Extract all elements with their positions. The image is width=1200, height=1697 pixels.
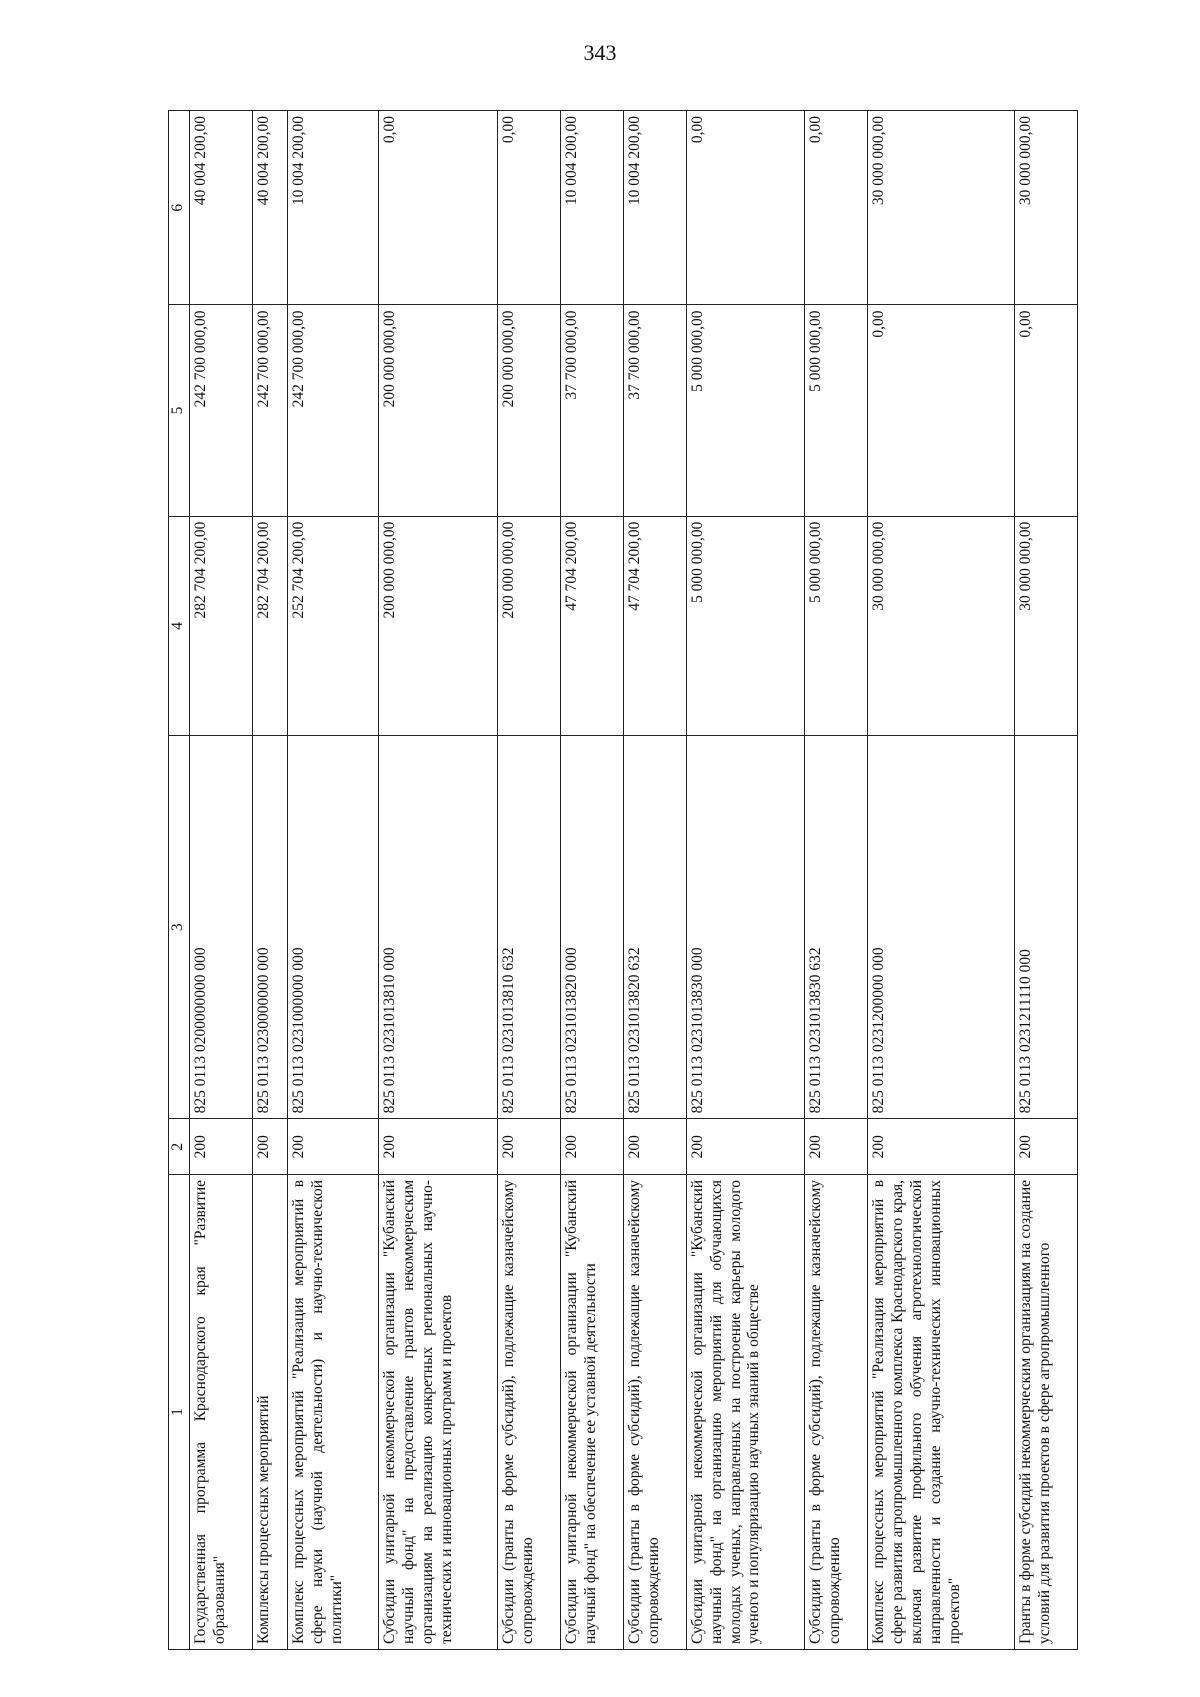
row-code-cell: 825 0113 0231013810 632 (497, 736, 560, 1119)
page-number: 343 (583, 40, 617, 65)
row-value-col6: 0,00 (379, 111, 498, 305)
table-row (623, 111, 686, 1650)
row-code-cell: 825 0113 0231000000 000 (288, 736, 379, 1119)
row-value-col5: 200 000 000,00 (497, 305, 560, 516)
row-code-cell: 825 0113 0231013820 632 (623, 736, 686, 1119)
row-value-col6: 0,00 (805, 111, 868, 305)
table-row (560, 111, 623, 1650)
row-value-col4: 200 000 000,00 (497, 516, 560, 735)
row-value-col5: 242 700 000,00 (190, 305, 253, 516)
row-code-cell: 825 0113 0230000000 000 (253, 736, 288, 1119)
row-value-col5: 0,00 (1014, 305, 1077, 516)
row-value-col6: 10 004 200,00 (288, 111, 379, 305)
row-group-cell: 200 (560, 1119, 623, 1175)
row-name-cell: Субсидии (гранты в форме субсидий), подлежащие казначейскому сопровождению (623, 1174, 686, 1649)
column-header-3: 3 (169, 736, 190, 1119)
row-code-cell: 825 0113 0231013830 632 (805, 736, 868, 1119)
row-code-cell: 825 0113 0231211110 000 (1014, 736, 1077, 1119)
row-name-cell: Субсидии (гранты в форме субсидий), подлежащие казначейскому сопровождению (805, 1174, 868, 1649)
table-row (190, 111, 253, 1650)
row-value-col6: 10 004 200,00 (560, 111, 623, 305)
row-name-cell: Государственная программа Краснодарского края "Развитие образования" (190, 1174, 253, 1649)
table-row (379, 111, 498, 1650)
row-value-col4: 282 704 200,00 (253, 516, 288, 735)
row-value-col6: 40 004 200,00 (190, 111, 253, 305)
row-code-cell: 825 0113 0231013820 000 (560, 736, 623, 1119)
table-row (868, 111, 1015, 1650)
row-group-cell: 200 (805, 1119, 868, 1175)
row-value-col5: 0,00 (868, 305, 1015, 516)
row-name-cell: Субсидии (гранты в форме субсидий), подлежащие казначейскому сопровождению (497, 1174, 560, 1649)
row-name-cell: Субсидии унитарной некоммерческой организации "Кубанский научный фонд" на предоставление грантов некоммерческим организациям на реализацию конкретных региональных научно-технических и инновационных программ и проектов (379, 1174, 498, 1649)
row-group-cell: 200 (868, 1119, 1015, 1175)
row-group-cell: 200 (190, 1119, 253, 1175)
row-value-col4: 30 000 000,00 (868, 516, 1015, 735)
row-group-cell: 200 (497, 1119, 560, 1175)
row-group-cell: 200 (288, 1119, 379, 1175)
row-value-col6: 0,00 (497, 111, 560, 305)
row-value-col5: 37 700 000,00 (623, 305, 686, 516)
row-name-cell: Комплексы процессных мероприятий (253, 1174, 288, 1649)
row-group-cell: 200 (253, 1119, 288, 1175)
row-value-col5: 200 000 000,00 (379, 305, 498, 516)
table-row (253, 111, 288, 1650)
row-name-cell: Комплекс процессных мероприятий "Реализация мероприятий в сфере развития агропромышленного комплекса Краснодарского края, включая развитие профильного обучения агротехнологической направленности и создание научно-технических инновационных проектов" (868, 1174, 1015, 1649)
column-header-5: 5 (169, 305, 190, 516)
row-value-col4: 5 000 000,00 (686, 516, 805, 735)
row-value-col4: 5 000 000,00 (805, 516, 868, 735)
table-row (1014, 111, 1077, 1650)
row-value-col5: 242 700 000,00 (253, 305, 288, 516)
row-value-col6: 40 004 200,00 (253, 111, 288, 305)
budget-table (168, 110, 1078, 1650)
table-row (805, 111, 868, 1650)
row-value-col4: 47 704 200,00 (623, 516, 686, 735)
row-value-col4: 200 000 000,00 (379, 516, 498, 735)
row-value-col5: 242 700 000,00 (288, 305, 379, 516)
row-name-cell: Комплекс процессных мероприятий "Реализация мероприятий в сфере науки (научной деятельности) и научно-технической политики" (288, 1174, 379, 1649)
column-header-4: 4 (169, 516, 190, 735)
row-code-cell: 825 0113 0231200000 000 (868, 736, 1015, 1119)
row-value-col6: 0,00 (686, 111, 805, 305)
table-body (190, 111, 1078, 1650)
row-name-cell: Гранты в форме субсидий некоммерческим организациям на создание условий для развития проектов в сфере агропромышленного (1014, 1174, 1077, 1649)
column-header-6: 6 (169, 111, 190, 305)
row-group-cell: 200 (1014, 1119, 1077, 1175)
row-value-col4: 30 000 000,00 (1014, 516, 1077, 735)
table-row (497, 111, 560, 1650)
row-value-col6: 30 000 000,00 (868, 111, 1015, 305)
row-value-col6: 30 000 000,00 (1014, 111, 1077, 305)
row-group-cell: 200 (623, 1119, 686, 1175)
table-row (288, 111, 379, 1650)
table-row (686, 111, 805, 1650)
row-value-col4: 282 704 200,00 (190, 516, 253, 735)
row-group-cell: 200 (379, 1119, 498, 1175)
row-value-col4: 252 704 200,00 (288, 516, 379, 735)
row-value-col6: 10 004 200,00 (623, 111, 686, 305)
row-value-col4: 47 704 200,00 (560, 516, 623, 735)
row-value-col5: 37 700 000,00 (560, 305, 623, 516)
column-header-1: 1 (169, 1174, 190, 1649)
row-value-col5: 5 000 000,00 (686, 305, 805, 516)
row-group-cell: 200 (686, 1119, 805, 1175)
row-name-cell: Субсидии унитарной некоммерческой организации "Кубанский научный фонд" на обеспечение ее уставной деятельности (560, 1174, 623, 1649)
row-value-col5: 5 000 000,00 (805, 305, 868, 516)
budget-table-rotated (168, 110, 1078, 1650)
column-header-2: 2 (169, 1119, 190, 1175)
row-code-cell: 825 0113 0231013830 000 (686, 736, 805, 1119)
row-code-cell: 825 0113 0200000000 000 (190, 736, 253, 1119)
row-name-cell: Субсидии унитарной некоммерческой организации "Кубанский научный фонд" на организацию мероприятий для обучающихся молодых ученых, направленных на построение карьеры молодого ученого и популяризацию научных знаний в обществе (686, 1174, 805, 1649)
header-row (169, 111, 190, 1650)
row-code-cell: 825 0113 0231013810 000 (379, 736, 498, 1119)
